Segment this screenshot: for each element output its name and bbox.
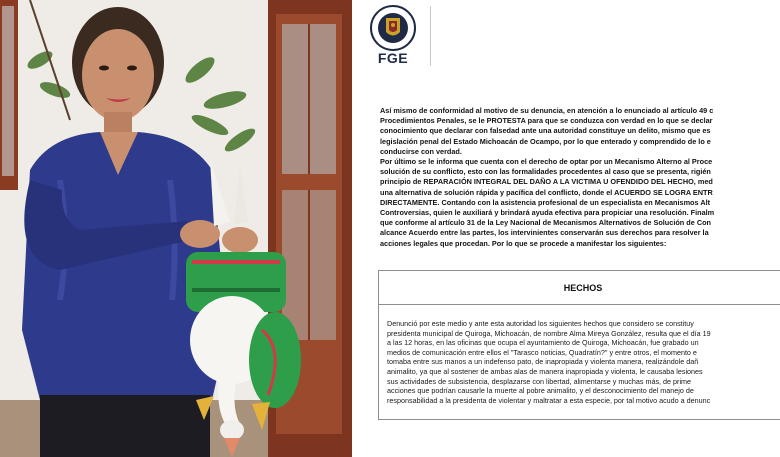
paragraph-line: conducirse con verdad. <box>380 146 462 156</box>
paragraph-line: principio de REPARACIÓN INTEGRAL DEL DAÑO A LA VICTIMA U OFENDIDO DEL HECHO, med <box>380 177 713 187</box>
hechos-line: tomaba entre sus manos a un indefenso pato, de inapropiada y violenta manera, realizándole dañ <box>387 357 699 367</box>
fge-acronym: FGE <box>377 50 409 66</box>
hechos-line: presidenta municipal de Quiroga, Michoacán, de nombre Alma Mireya González, resulta que el día 19 <box>387 328 711 338</box>
paragraph-line: acciones legales que procedan. Por lo que se procede a manifestar los siguientes: <box>380 238 667 248</box>
hechos-line: animalito, ya que al sostener de ambas alas de manera inapropiada y violenta, le causaba lesiones <box>387 366 703 376</box>
denuncia-document <box>352 0 780 457</box>
hechos-title: HECHOS <box>563 282 603 293</box>
paragraph-line: legislación penal del Estado Michoacán de Ocampo, por lo que enterado y comprendido de lo e <box>380 136 711 146</box>
paragraph-line: Procedimientos Penales, se le PROTESTA para que se conduzca con verdad en lo que se declar <box>380 116 713 126</box>
header-divider <box>430 6 431 66</box>
paragraph-line: que conforme al artículo 31 de la Ley Nacional de Mecanismos Alternativos de Solución de Con <box>380 218 712 228</box>
paragraph-line: una alternativa de solución rápida y pacífica del conflicto, donde el ACUERDO SE LOGRA ENTR <box>380 187 713 197</box>
hechos-line: sus actividades de subsistencia, desplazarse con libertad, alimentarse y muchas más, de prime <box>387 376 692 386</box>
hechos-line: responsabilidad a la presidenta de violentar y maltratar a esta especie, por tal motivo acudo a denunc <box>387 395 711 405</box>
hechos-line: acciones que podrían causarle la muerte al pobre animalito, y el desconocimiento del manejo de <box>387 386 694 396</box>
paragraph-line: Por último se le informa que cuenta con el derecho de optar por un Mecanismo Alterno al Proce <box>380 157 713 166</box>
hechos-line: a las 12 horas, en las oficinas que ocupa el ayuntamiento de Quiroga, Michoacán, fue grabado un <box>387 338 699 348</box>
news-photo <box>0 0 352 457</box>
paragraph-line: solución de su conflicto, esto con las formalidades procedentes al caso que se presenta, rigién <box>380 167 711 177</box>
fge-seal-icon <box>364 4 422 54</box>
photo-illustration <box>0 0 352 457</box>
paragraph-line: DIRECTAMENTE. Contando con la asistencia profesional de un especialista en Mecanismos Alt <box>380 197 711 207</box>
hechos-line: Denunció por este medio y ante esta autoridad los siguientes hechos que considero se constituy <box>387 319 694 328</box>
protesta-paragraph <box>380 106 780 157</box>
hechos-line: medios de comunicación entre ellos el "Tarasco noticias, Quadratín?" y entre otros, el momento e <box>387 347 697 357</box>
paragraph-line: alcance Acuerdo entre las partes, los intervinientes conservarán sus derechos para resolver la <box>380 228 709 238</box>
paragraph-line: conocimiento que declarar con falsedad ante una autoridad constituye un delito, mismo que es <box>380 126 711 136</box>
paragraph-line: Así mismo de conformidad al motivo de su denuncia, en atención a lo enunciado al artículo 49 c <box>380 106 714 115</box>
mecanismo-paragraph <box>380 157 780 249</box>
paragraph-line: Controversias, quien le auxiliará y brindará ayuda efectiva para propiciar una resolución. Finalm <box>380 208 715 218</box>
hechos-header <box>379 271 780 305</box>
fge-logo <box>364 4 422 70</box>
hechos-section <box>378 270 780 420</box>
hechos-body <box>387 319 780 405</box>
